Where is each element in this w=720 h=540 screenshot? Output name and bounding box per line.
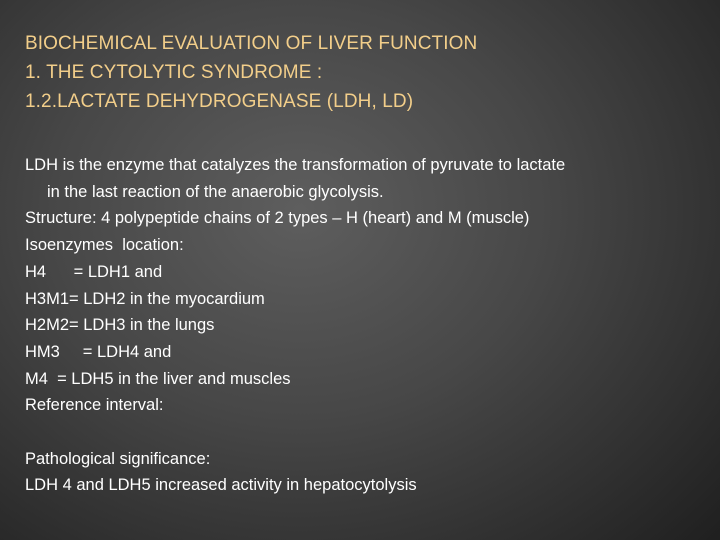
title-line-3: 1.2.LACTATE DEHYDROGENASE (LDH, LD) (25, 91, 414, 112)
intro-line-2: in the last reaction of the anaerobic glycolysis. (47, 182, 384, 201)
isoenzyme-h4: H4 = LDH1 and (25, 262, 163, 281)
slide-title (25, 29, 705, 116)
isoenzyme-h2m2: H2M2= LDH3 in the lungs (25, 316, 215, 335)
reference-interval: Reference interval: (25, 396, 164, 415)
title-line-2: 1. THE CYTOLYTIC SYNDROME : (25, 62, 323, 83)
isoenzyme-h3m1: H3M1= LDH2 in the myocardium (25, 289, 265, 308)
pathological-heading: Pathological significance: (25, 449, 211, 468)
isoenzyme-m4: M4 = LDH5 in the liver and muscles (25, 369, 291, 388)
pathological-text: LDH 4 and LDH5 increased activity in hepatocytolysis (25, 476, 417, 495)
title-line-1: BIOCHEMICAL EVALUATION OF LIVER FUNCTION (25, 33, 478, 54)
slide-body (25, 152, 705, 499)
isoenzyme-hm3: HM3 = LDH4 and (25, 342, 172, 361)
intro-line-1: LDH is the enzyme that catalyzes the transformation of pyruvate to lactate (25, 156, 566, 174)
spacer (25, 419, 705, 446)
isoenzymes-heading: Isoenzymes location: (25, 236, 184, 255)
structure-line: Structure: 4 polypeptide chains of 2 types – H (heart) and M (muscle) (25, 209, 530, 228)
